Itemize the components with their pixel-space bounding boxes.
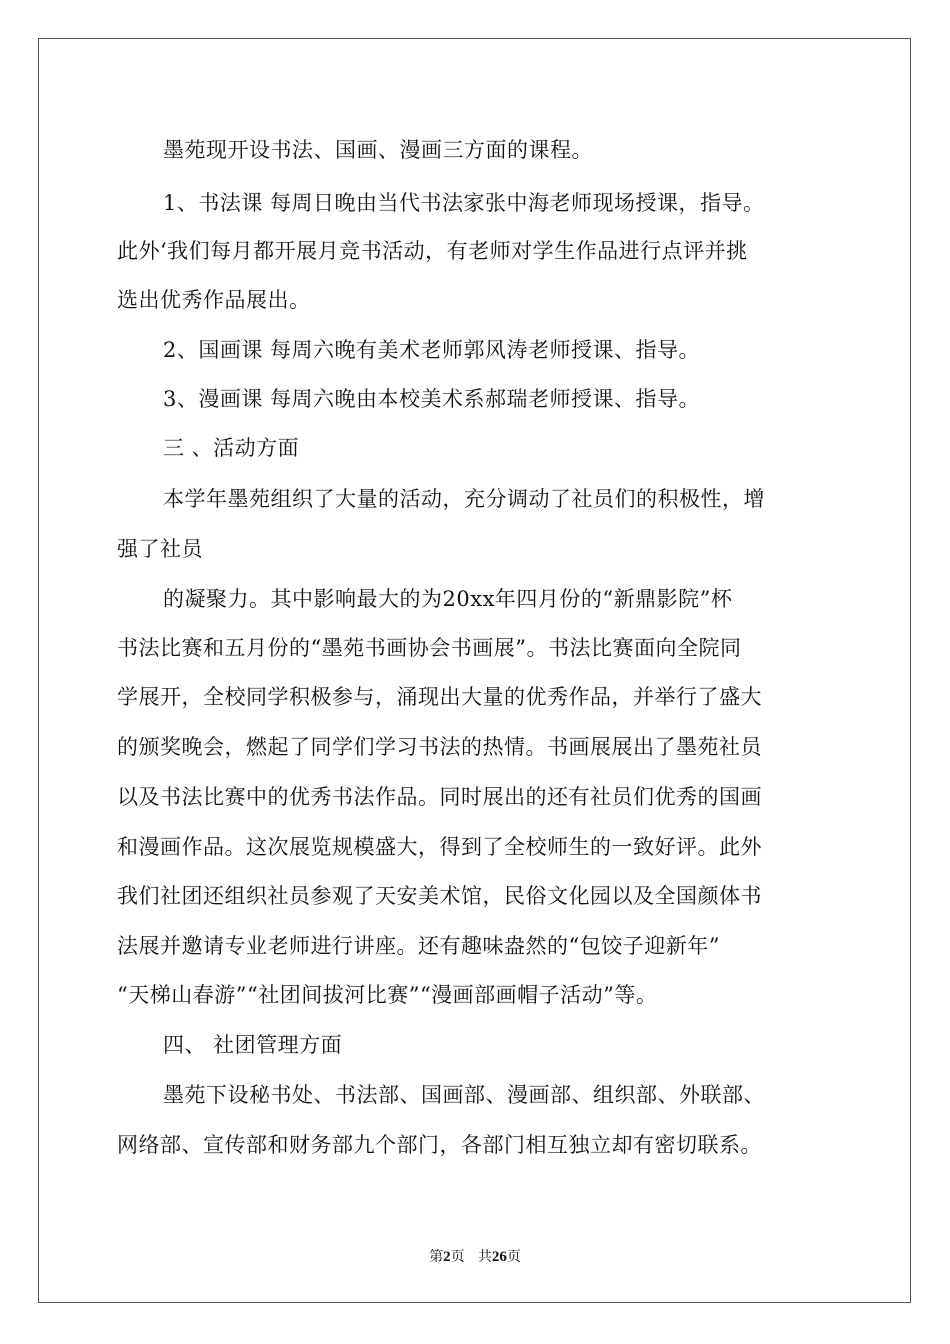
page-prefix: 第 bbox=[429, 1249, 444, 1265]
text-line: 学展开，全校同学积极参与，涌现出大量的优秀作品，并举行了盛大 bbox=[117, 685, 762, 709]
total-pages: 26 bbox=[491, 1249, 507, 1265]
text-line: 和漫画作品。这次展览规模盛大，得到了全校师生的一致好评。此外 bbox=[117, 835, 762, 859]
text-line: 2、国画课 每周六晚有美术老师郭风涛老师授课、指导。 bbox=[163, 338, 701, 362]
text-line: 的颁奖晚会，燃起了同学们学习书法的热情。书画展展出了墨苑社员 bbox=[117, 735, 762, 759]
text-line: 本学年墨苑组织了大量的活动，充分调动了社员们的积极性，增 bbox=[163, 487, 765, 511]
text-line: 墨苑现开设书法、国画、漫画三方面的课程。 bbox=[163, 138, 593, 162]
text-line: 法展并邀请专业老师进行讲座。还有趣味盎然的“包饺子迎新年” bbox=[117, 934, 720, 958]
text-line: 1、书法课 每周日晚由当代书法家张中海老师现场授课，指导。 bbox=[163, 191, 765, 215]
total-suffix: 页 bbox=[506, 1249, 521, 1265]
section-heading: 四、 社团管理方面 bbox=[163, 1033, 343, 1057]
text-line: 的凝聚力。其中影响最大的为20xx年四月份的“新鼎影院”杯 bbox=[163, 587, 733, 611]
text-line: 我们社团还组织社员参观了天安美术馆，民俗文化园以及全国颜体书 bbox=[117, 884, 762, 908]
text-line: 书法比赛和五月份的“墨苑书画协会书画展”。书法比赛面向全院同 bbox=[117, 636, 742, 660]
page-border bbox=[38, 38, 911, 1303]
page-footer bbox=[0, 1246, 950, 1266]
total-prefix: 共 bbox=[477, 1249, 492, 1265]
section-heading: 三 、活动方面 bbox=[163, 436, 300, 460]
text-line: 墨苑下设秘书处、书法部、国画部、漫画部、组织部、外联部、 bbox=[163, 1083, 765, 1107]
text-line: 此外‘我们每月都开展月竞书活动，有老师对学生作品进行点评并挑 bbox=[117, 239, 748, 263]
text-line: 以及书法比赛中的优秀书法作品。同时展出的还有社员们优秀的国画 bbox=[117, 785, 762, 809]
text-line: 网络部、宣传部和财务部九个部门，各部门相互独立却有密切联系。 bbox=[117, 1133, 762, 1157]
text-line: 选出优秀作品展出。 bbox=[117, 288, 311, 312]
text-line: “天梯山春游”“社团间拔河比赛”“漫画部画帽子活动”等。 bbox=[117, 983, 658, 1007]
page-suffix: 页 bbox=[450, 1249, 465, 1265]
text-line: 强了社员 bbox=[117, 537, 203, 561]
text-line: 3、漫画课 每周六晚由本校美术系郝瑞老师授课、指导。 bbox=[163, 387, 701, 411]
page-number: 2 bbox=[443, 1249, 451, 1265]
